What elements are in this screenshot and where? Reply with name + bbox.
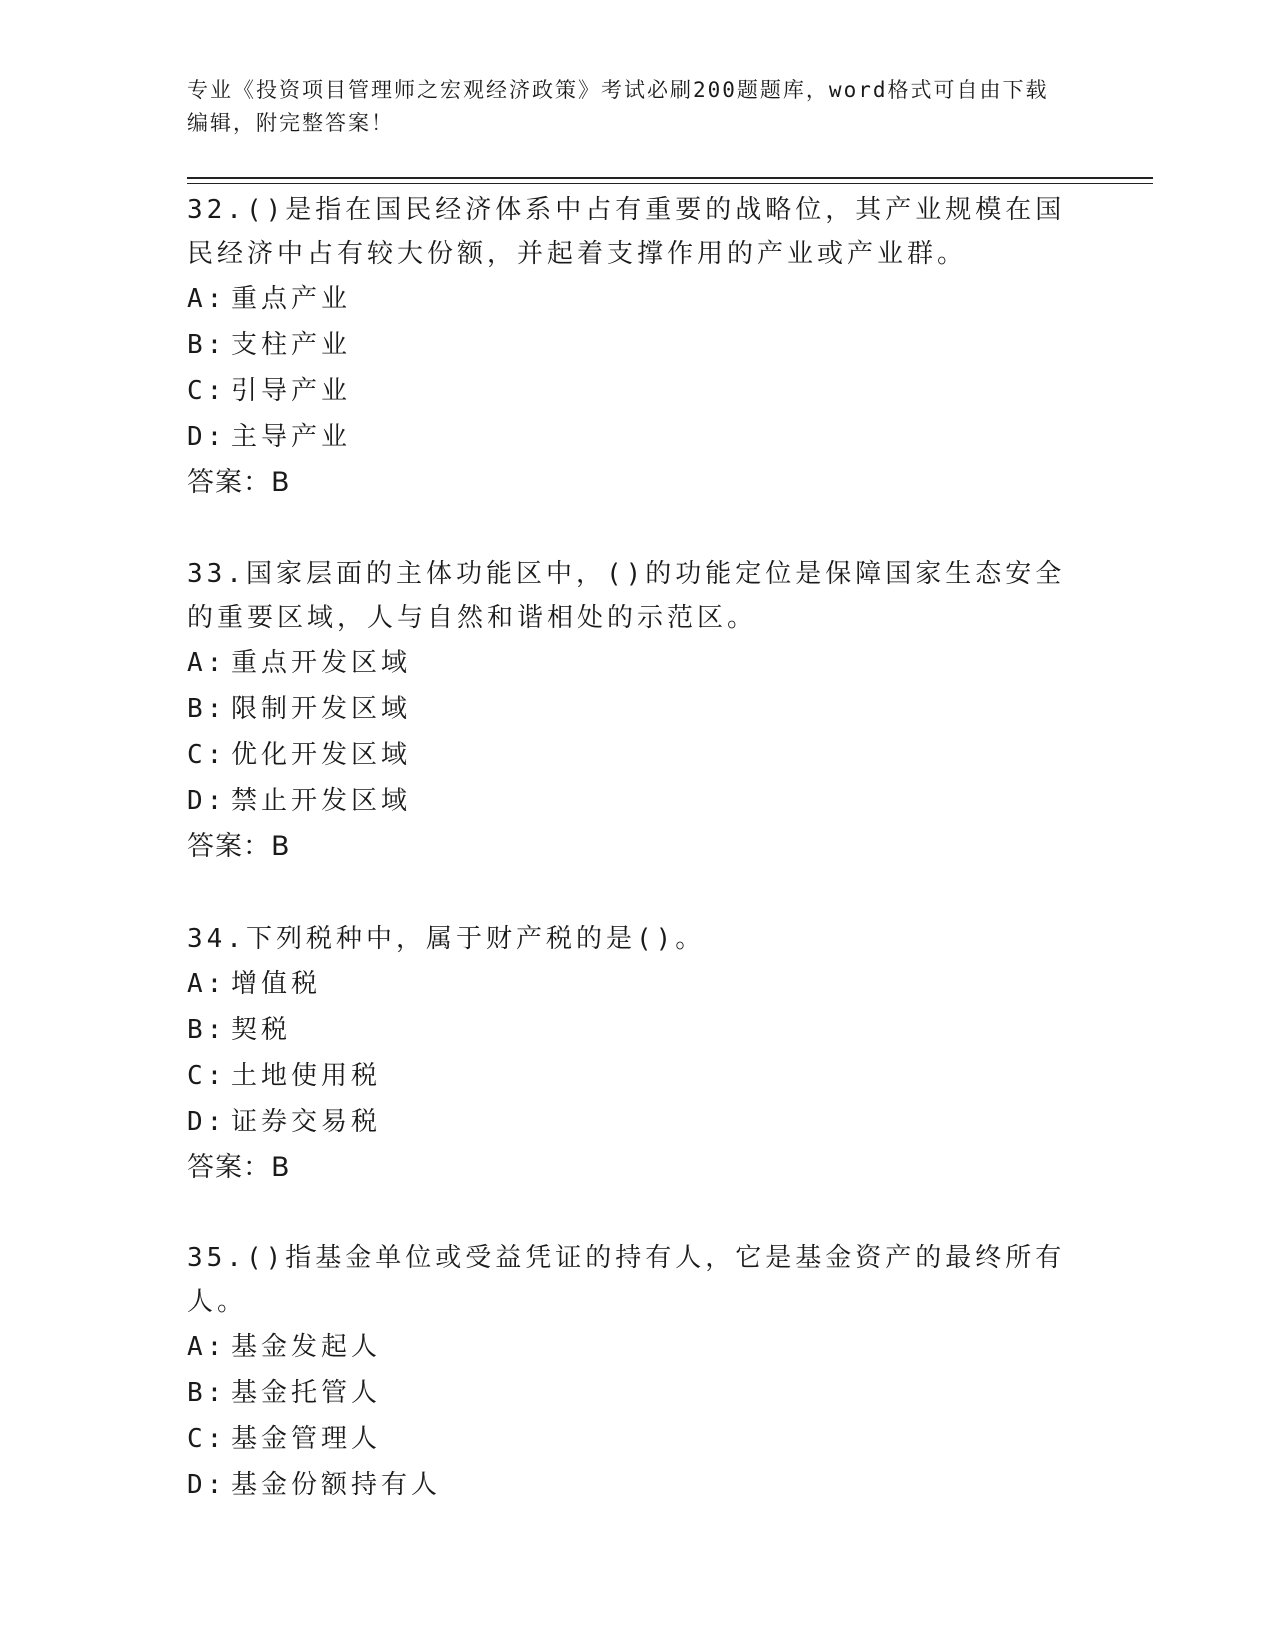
option-key: A: (187, 1332, 227, 1362)
option-text: 证券交易税 (231, 1107, 382, 1137)
answer-line: 答案：B (187, 467, 291, 498)
question-35 (187, 1236, 1087, 1508)
document-header: 专业《投资项目管理师之宏观经济政策》考试必刷200题题库，word格式可自由下载编辑，附完整答案！ (187, 78, 1049, 135)
question-stem: 35.()指基金单位或受益凭证的持有人，它是基金资产的最终所有人。 (187, 1243, 1066, 1317)
option-key: D: (187, 422, 227, 452)
option-b (187, 322, 1087, 368)
option-key: C: (187, 1061, 227, 1091)
option-key: A: (187, 284, 227, 314)
option-key: D: (187, 786, 227, 816)
option-d (187, 778, 1087, 824)
option-c (187, 368, 1087, 414)
option-key: A: (187, 648, 227, 678)
option-key: C: (187, 1424, 227, 1454)
question-32 (187, 188, 1087, 506)
option-text: 土地使用税 (231, 1061, 382, 1091)
option-b (187, 686, 1087, 732)
option-key: D: (187, 1470, 227, 1500)
answer-line: 答案：B (187, 1152, 291, 1183)
option-text: 引导产业 (231, 376, 352, 406)
option-key: A: (187, 969, 227, 999)
option-key: D: (187, 1107, 227, 1137)
option-text: 支柱产业 (231, 330, 352, 360)
header-divider-thin (187, 183, 1153, 184)
question-stem: 32.()是指在国民经济体系中占有重要的战略位，其产业规模在国民经济中占有较大份额，并起着支撑作用的产业或产业群。 (187, 195, 1066, 269)
option-text: 主导产业 (231, 422, 352, 452)
option-text: 基金发起人 (231, 1332, 382, 1362)
question-stem: 34.下列税种中，属于财产税的是()。 (187, 924, 706, 954)
option-text: 限制开发区域 (231, 694, 412, 724)
option-text: 基金份额持有人 (231, 1470, 442, 1500)
option-key: B: (187, 694, 227, 724)
option-d (187, 1099, 1087, 1145)
question-stem: 33.国家层面的主体功能区中，()的功能定位是保障国家生态安全的重要区域，人与自然和谐相处的示范区。 (187, 559, 1066, 633)
option-text: 基金托管人 (231, 1378, 382, 1408)
option-key: C: (187, 740, 227, 770)
option-text: 基金管理人 (231, 1424, 382, 1454)
option-key: B: (187, 330, 227, 360)
option-b (187, 1370, 1087, 1416)
option-d (187, 1462, 1087, 1508)
option-text: 禁止开发区域 (231, 786, 412, 816)
option-text: 重点产业 (231, 284, 352, 314)
header-divider-thick (187, 177, 1153, 179)
option-key: B: (187, 1015, 227, 1045)
option-text: 重点开发区域 (231, 648, 412, 678)
option-d (187, 414, 1087, 460)
option-key: C: (187, 376, 227, 406)
option-a (187, 1324, 1087, 1370)
answer-line: 答案：B (187, 831, 291, 862)
option-text: 增值税 (231, 969, 322, 999)
option-a (187, 961, 1087, 1007)
option-a (187, 640, 1087, 686)
question-34 (187, 917, 1087, 1191)
question-33 (187, 552, 1087, 870)
option-key: B: (187, 1378, 227, 1408)
option-text: 契税 (231, 1015, 292, 1045)
option-c (187, 1053, 1087, 1099)
option-text: 优化开发区域 (231, 740, 412, 770)
option-b (187, 1007, 1087, 1053)
option-c (187, 732, 1087, 778)
option-a (187, 276, 1087, 322)
option-c (187, 1416, 1087, 1462)
